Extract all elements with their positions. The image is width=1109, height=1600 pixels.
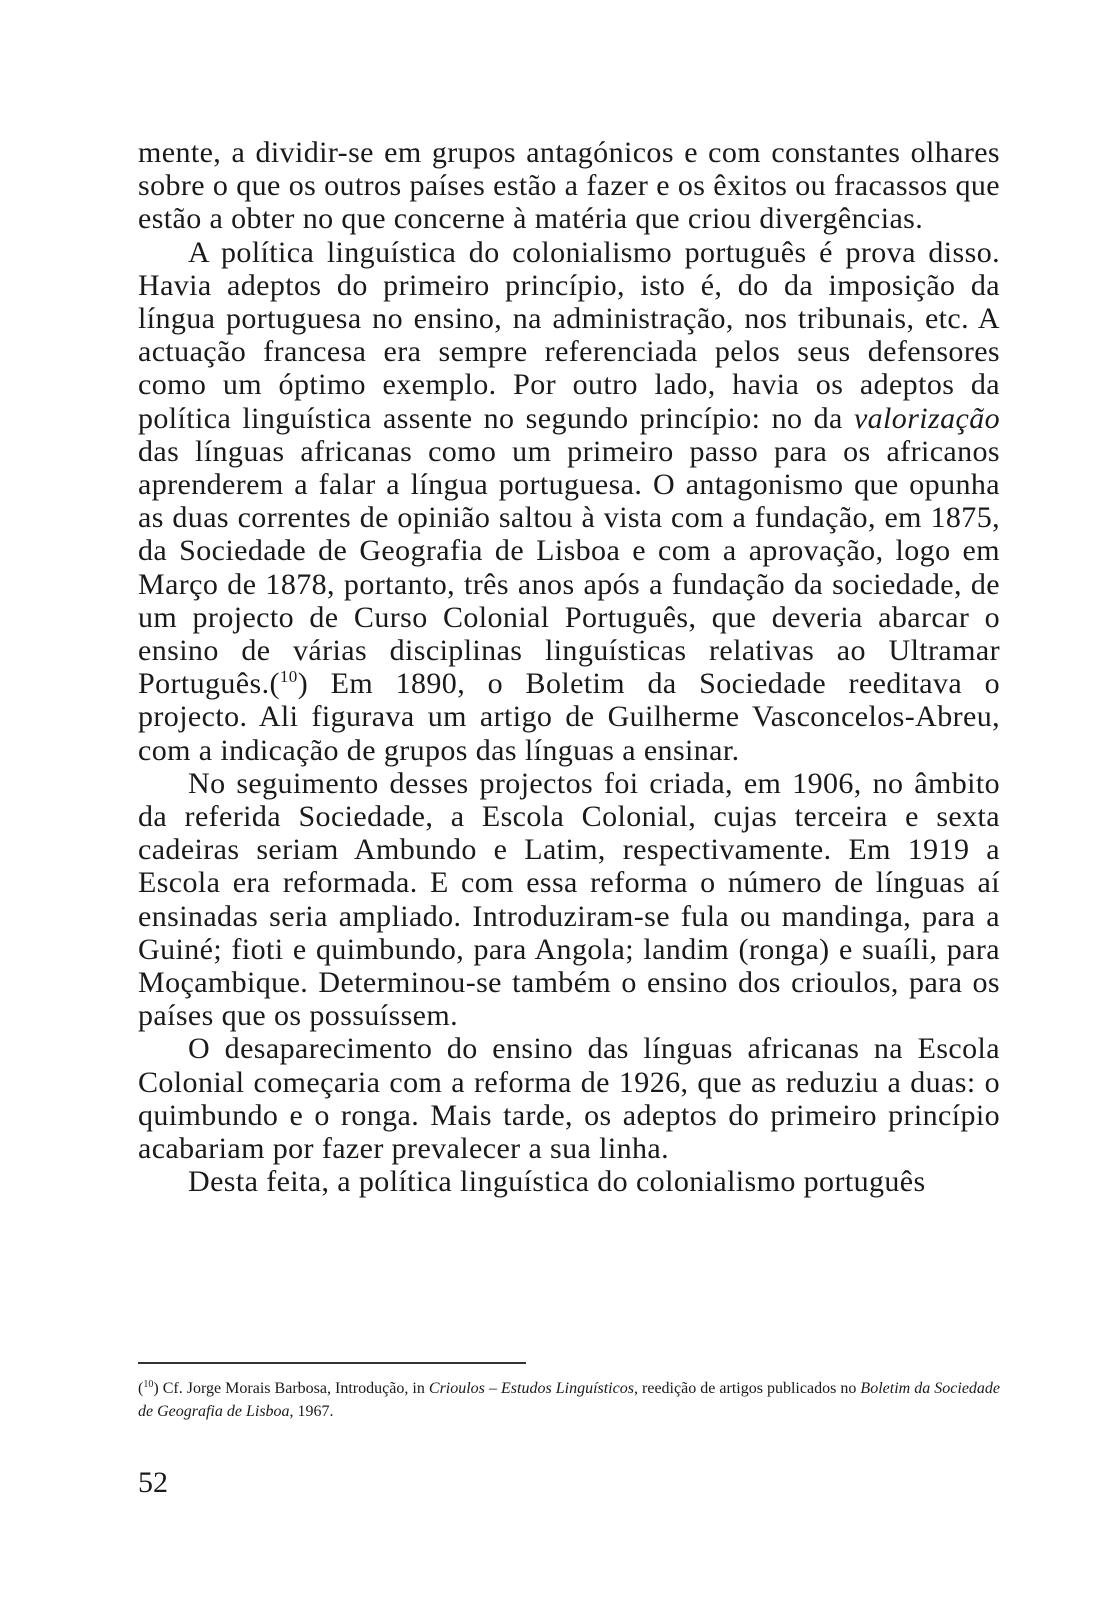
text-segment: mente, a dividir-se em grupos antagónicos e com constantes olhares sobre o que os outros países estão a fazer e os êxitos ou fracassos que estão a obter no que concerne à matéria que criou divergências. (138, 136, 1000, 236)
footnote-marker: 10 (143, 1379, 154, 1390)
text-segment: Cf. Jorge Morais Barbosa, Introdução, in (162, 1380, 429, 1397)
text-segment: No seguimento desses projectos foi criada, em 1906, no âmbito da referida Sociedade, a Escola Colonial, cujas terceira e sexta cadeiras seriam Ambundo e Latim, respectivamente. Em 1919 a Escola era reformada. E com essa reforma o número de línguas aí ensinadas seria ampliado. Introduziram-se fula ou mandinga, para a Guiné; fioti e quimbundo, para Angola; landim (ronga) e suaíli, para Moçambique. Determinou-se também o ensino dos crioulos, para os países que os possuíssem. (138, 766, 1000, 1033)
body-text (138, 136, 1000, 1199)
emphasized-text: Boletim da Sociedade de Geografia de Lisboa (138, 1380, 1001, 1420)
text-segment: , 1967. (289, 1403, 334, 1420)
page-number: 52 (138, 1466, 168, 1499)
text-segment: Desta feita, a política linguística do colonialismo português (188, 1165, 926, 1199)
footnote-separator (138, 1362, 526, 1364)
text-segment: A política linguística do colonialismo português é prova disso. Havia adeptos do primeiro princípio, isto é, do da imposição da língua portuguesa no ensino, na administração, nos tribunais, etc. A actuação francesa era sempre referenciada pelos seus defensores como um óptimo exemplo. Por outro lado, havia os adeptos da política linguística assente no segundo princípio: no da (138, 235, 1000, 435)
emphasized-text: valorização (853, 401, 1000, 435)
text-segment: ) Em 1890, o Boletim da Sociedade reeditava o projecto. Ali figurava um artigo de Guilherme Vasconcelos-Abreu, com a indicação de grupos das línguas a ensinar. (138, 667, 1000, 767)
emphasized-text: Crioulos – Estudos Linguísticos (428, 1380, 634, 1397)
footnote-reference: 10 (279, 667, 298, 687)
paragraph (138, 236, 1000, 767)
text-segment: , reedição de artigos publicados no (633, 1380, 861, 1397)
paragraph (138, 1032, 1000, 1165)
footnote-text (138, 1380, 1000, 1420)
text-segment: das línguas africanas como um primeiro passo para os africanos aprenderem a falar a língua portuguesa. O antagonismo que opunha as duas correntes de opinião saltou à vista com a fundação, em 1875, da Sociedade de Geografia de Lisboa e com a aprovação, logo em Março de 1878, portanto, três anos após a fundação da sociedade, de um projecto de Curso Colonial Português, que deveria abarcar o ensino de várias disciplinas linguísticas relativas ao Ultramar Português.( (138, 434, 1000, 701)
paragraph (138, 136, 1000, 236)
footnote: ($^{10}$) Cf. Jorge Morais Barbosa, Introdução, in Crioulos – Estudos Linguísticos, reedição de artigos publicados no Boletim da Sociedade de Geografia de Lisboa, 1967. (138, 1379, 1001, 1420)
text-segment: O desaparecimento do ensino das línguas africanas na Escola Colonial começaria com a reforma de 1926, que as reduziu a duas: o quimbundo e o ronga. Mais tarde, os adeptos do primeiro princípio acabariam por fazer prevalecer a sua linha. (138, 1032, 1000, 1166)
paragraph (138, 767, 1000, 1033)
paragraph (138, 1165, 1000, 1198)
